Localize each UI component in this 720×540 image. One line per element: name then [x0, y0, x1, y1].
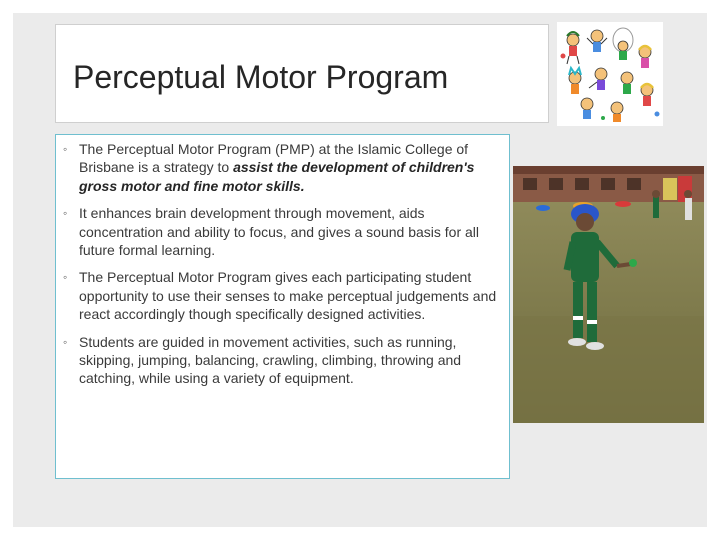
bullet-text: The Perceptual Motor Program gives each participating student opportunity to use their senses to make perceptual judgements and react accordingly though specifically designed activities. [79, 269, 497, 323]
slide-title: Perceptual Motor Program [73, 59, 449, 95]
bullet-list [56, 135, 509, 388]
bullet-text: The Perceptual Motor Program (PMP) at the Islamic College of Brisbane is a strategy to [79, 141, 469, 176]
bullet-item [62, 333, 501, 388]
bullet-item [62, 140, 501, 195]
child-playing-on-field-photo [513, 166, 704, 423]
field-photo [513, 166, 704, 423]
title-box [55, 24, 549, 123]
content-box [55, 134, 510, 479]
bullet-emphasis: assist the development of children's gross motor and fine motor skills. [79, 159, 475, 194]
bullet-marker: ◦ [63, 270, 68, 285]
bullet-text: It enhances brain development through movement, aids concentration and ability to focus, and gives a sound basis for all future formal learning. [79, 205, 480, 259]
bullet-item [62, 268, 501, 323]
bullet-marker: ◦ [63, 334, 68, 349]
bullet-text: Students are guided in movement activities, such as running, skipping, jumping, balancing, crawling, climbing, throwing and catching, while using a variety of equipment. [79, 333, 462, 387]
bullet-marker: ◦ [63, 206, 68, 221]
children-cartoon-logo [557, 22, 663, 126]
bullet-marker: ◦ [63, 142, 68, 156]
logo-illustration [557, 22, 663, 126]
bullet-item [62, 204, 501, 259]
